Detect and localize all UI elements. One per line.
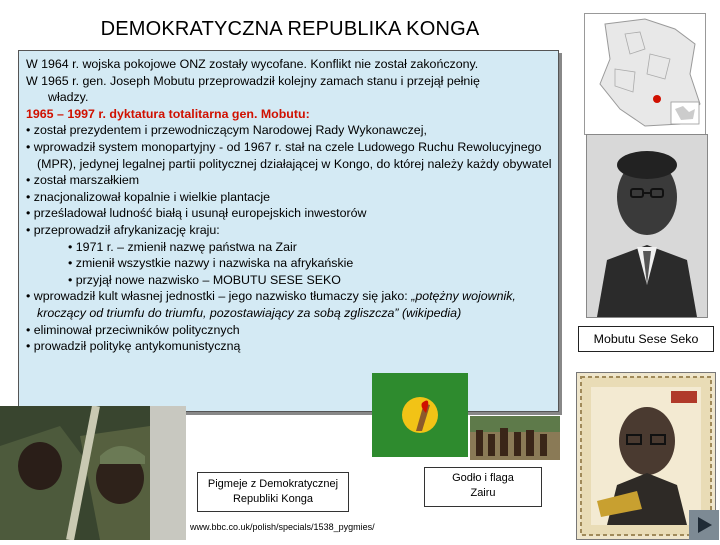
- bullet-8: • eliminował przeciwników politycznych: [26, 322, 240, 337]
- pygmies-photo: [470, 416, 560, 460]
- paragraph-2: W 1965 r. gen. Joseph Mobutu przeprowadził kolejny zamach stanu i przejął pełnię: [26, 73, 480, 88]
- bullet-6: • przeprowadził afrykanizację kraju:: [26, 222, 220, 237]
- sub-bullet-1: • 1971 r. – zmienił nazwę państwa na Zair: [68, 239, 297, 254]
- bullet-7-text: • wprowadził kult własnej jednostki – jego nazwisko tłumaczy się jako:: [26, 289, 412, 304]
- source-link[interactable]: www.bbc.co.uk/polish/specials/1538_pygmies/: [190, 522, 375, 532]
- sub-bullet-3: • przyjął nowe nazwisko – MOBUTU SESE SEKO: [68, 272, 341, 287]
- bullet-7-quote: „potężny wojownik, kroczący od triumfu do triumfu, pozostawiający za sobą zgliszcza” (wikipedia): [37, 289, 516, 320]
- flag-caption-line2: Zairu: [470, 487, 496, 499]
- bullet-7: [26, 288, 558, 321]
- flag-caption: [424, 467, 542, 507]
- bullet-5: • prześladował ludność białą i usunął europejskich inwestorów: [26, 206, 367, 221]
- triangle-right-icon: [689, 510, 719, 540]
- paragraph-1: W 1964 r. wojska pokojowe ONZ zostały wycofane. Konflikt nie został zakończony.: [26, 57, 479, 71]
- slide-title: DEMOKRATYCZNA REPUBLIKA KONGA: [100, 18, 480, 40]
- main-text-box: [18, 50, 559, 412]
- flag-caption-line1: Godło i flaga: [452, 472, 514, 484]
- soldiers-graphic: [0, 406, 186, 540]
- mobutu-photo: [586, 134, 708, 318]
- map-graphic: [585, 14, 705, 134]
- zaire-flag: [372, 373, 468, 457]
- locator-map: [584, 13, 706, 135]
- next-slide-button[interactable]: [689, 510, 719, 540]
- flag-graphic: [372, 373, 468, 457]
- bullet-4: • znacjonalizował kopalnie i wielkie plantacje: [26, 189, 271, 204]
- pygmies-caption-line1: Pigmeje z Demokratycznej: [207, 478, 339, 490]
- pygmies-graphic: [470, 416, 560, 460]
- bullet-9: • prowadził politykę antykomunistyczną: [26, 339, 241, 354]
- bullet-2: • wprowadził system monopartyjny - od 1967 r. stał na czele Ludowego Ruchu Rewolucyjnego (MPR), jedynej legalnej partii politycznej działającej w Kongo, do której należy każdy obywatel: [26, 139, 552, 171]
- mobutu-caption: Mobutu Sese Seko: [578, 326, 714, 352]
- sub-bullet-2: • zmienił wszystkie nazwy i nazwiska na afrykańskie: [68, 256, 354, 271]
- bullet-3: • został marszałkiem: [26, 173, 140, 188]
- pygmies-caption-line2: Republiki Konga: [232, 493, 314, 505]
- soldiers-photo: [0, 406, 186, 540]
- paragraph-2-cont: władzy.: [48, 90, 89, 105]
- portrait-graphic: [587, 135, 707, 317]
- bullet-1: • został prezydentem i przewodniczącym Narodowej Rady Wykonawczej,: [26, 123, 427, 138]
- section-heading: 1965 – 1997 r. dyktatura totalitarna gen. Mobutu:: [26, 106, 310, 121]
- pygmies-caption: [197, 472, 349, 512]
